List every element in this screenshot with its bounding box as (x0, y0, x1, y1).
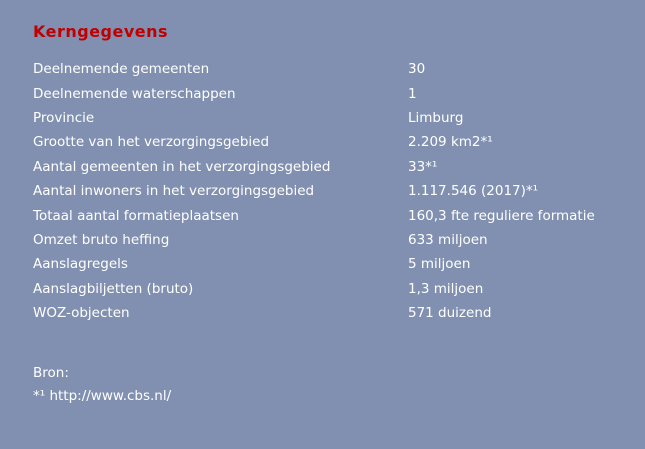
source-footnote: *¹ http://www.cbs.nl/ (33, 388, 172, 405)
table-row (33, 203, 633, 227)
table-row (33, 106, 633, 130)
row-value: 5 miljoen (408, 256, 471, 273)
row-label: Provincie (33, 109, 95, 126)
row-value: 160,3 fte reguliere formatie (408, 207, 595, 224)
row-value: Limburg (408, 109, 464, 126)
row-value: 571 duizend (408, 305, 492, 322)
table-row (33, 252, 633, 276)
row-label: Grootte van het verzorgingsgebied (33, 134, 270, 151)
row-label: Deelnemende waterschappen (33, 85, 236, 102)
source-heading: Bron: (33, 365, 69, 382)
row-value: 30 (408, 61, 426, 78)
row-label: Omzet bruto heffing (33, 231, 170, 248)
row-value: 633 miljoen (408, 231, 488, 248)
row-value: 33*¹ (408, 158, 438, 175)
table-row (33, 81, 633, 105)
row-label: Totaal aantal formatieplaatsen (33, 207, 239, 224)
row-value: 1 (408, 85, 417, 102)
table-row (33, 277, 633, 301)
row-value: 1.117.546 (2017)*¹ (408, 183, 539, 200)
source-section (33, 362, 645, 408)
row-label: Aantal gemeenten in het verzorgingsgebied (33, 158, 331, 175)
row-label: Deelnemende gemeenten (33, 61, 210, 78)
table-row (33, 301, 633, 325)
table-row (33, 179, 633, 203)
panel-title: Kerngegevens (33, 22, 169, 41)
table-row (33, 228, 633, 252)
row-value: 2.209 km2*¹ (408, 134, 493, 151)
row-label: WOZ-objecten (33, 305, 130, 322)
row-label: Aanslagbiljetten (bruto) (33, 280, 194, 297)
row-value: 1,3 miljoen (408, 280, 484, 297)
table-row (33, 57, 633, 81)
row-label: Aanslagregels (33, 256, 128, 273)
table-row (33, 130, 633, 154)
table-row (33, 155, 633, 179)
row-label: Aantal inwoners in het verzorgingsgebied (33, 183, 315, 200)
facts-table (33, 57, 633, 325)
